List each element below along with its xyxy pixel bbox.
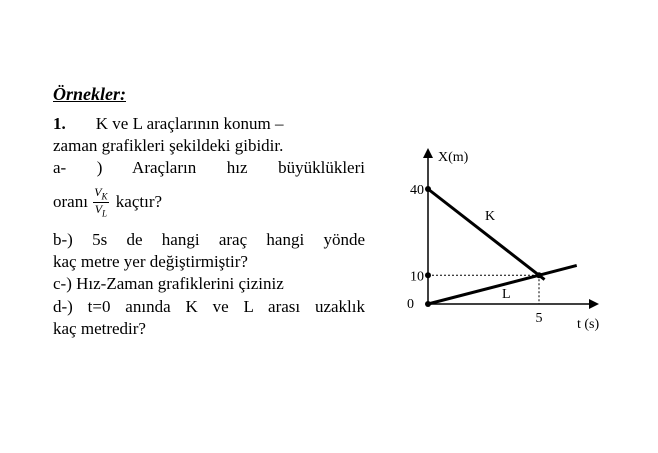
frac-den-sub: L xyxy=(102,208,108,219)
position-time-graph xyxy=(375,145,615,345)
part-a-line-1: a- ) Araçların hız büyüklükleri xyxy=(53,158,365,177)
part-a-suffix: kaçtır? xyxy=(115,191,163,211)
part-a-prefix: oranı xyxy=(53,191,88,211)
question-intro-2: zaman grafikleri şekildeki gibidir. xyxy=(53,136,284,155)
part-a-line-2 xyxy=(53,186,365,220)
xtick-label-5: 5 xyxy=(535,311,543,326)
part-d-line-2: kaç metredir? xyxy=(53,319,146,338)
frac-num-var: V xyxy=(94,185,102,199)
intersection-point xyxy=(536,272,542,278)
ytick-label-10: 10 xyxy=(410,269,424,285)
question-line-1 xyxy=(53,113,365,135)
series-label-k: K xyxy=(485,209,496,224)
frac-den-var: V xyxy=(94,202,103,217)
origin-label: 0 xyxy=(407,297,414,312)
examples-heading: Örnekler: xyxy=(53,84,126,104)
series-line-k xyxy=(428,189,545,280)
question-intro-1: K ve L araçlarının konum – xyxy=(95,114,284,133)
origin-point xyxy=(425,301,431,307)
part-b-line-2: kaç metre yer değiştirmiştir? xyxy=(53,252,248,271)
series-label-l: L xyxy=(502,287,511,302)
y-axis-label: X(m) xyxy=(438,150,469,165)
ytick-label-40: 40 xyxy=(410,183,424,198)
x-axis-label: t (s) xyxy=(577,317,600,332)
frac-num-sub: K xyxy=(101,191,108,202)
part-c-line: c-) Hız-Zaman grafiklerini çiziniz xyxy=(53,274,284,293)
question-number: 1. xyxy=(53,114,66,133)
part-b-line-1: b-) 5s de hangi araç hangi yönde xyxy=(53,230,365,249)
point-k-start xyxy=(425,186,431,192)
velocity-ratio-fraction xyxy=(93,186,108,220)
part-d-line-1: d-) t=0 anında K ve L arası uzaklık xyxy=(53,297,365,316)
point-y10 xyxy=(425,272,431,278)
